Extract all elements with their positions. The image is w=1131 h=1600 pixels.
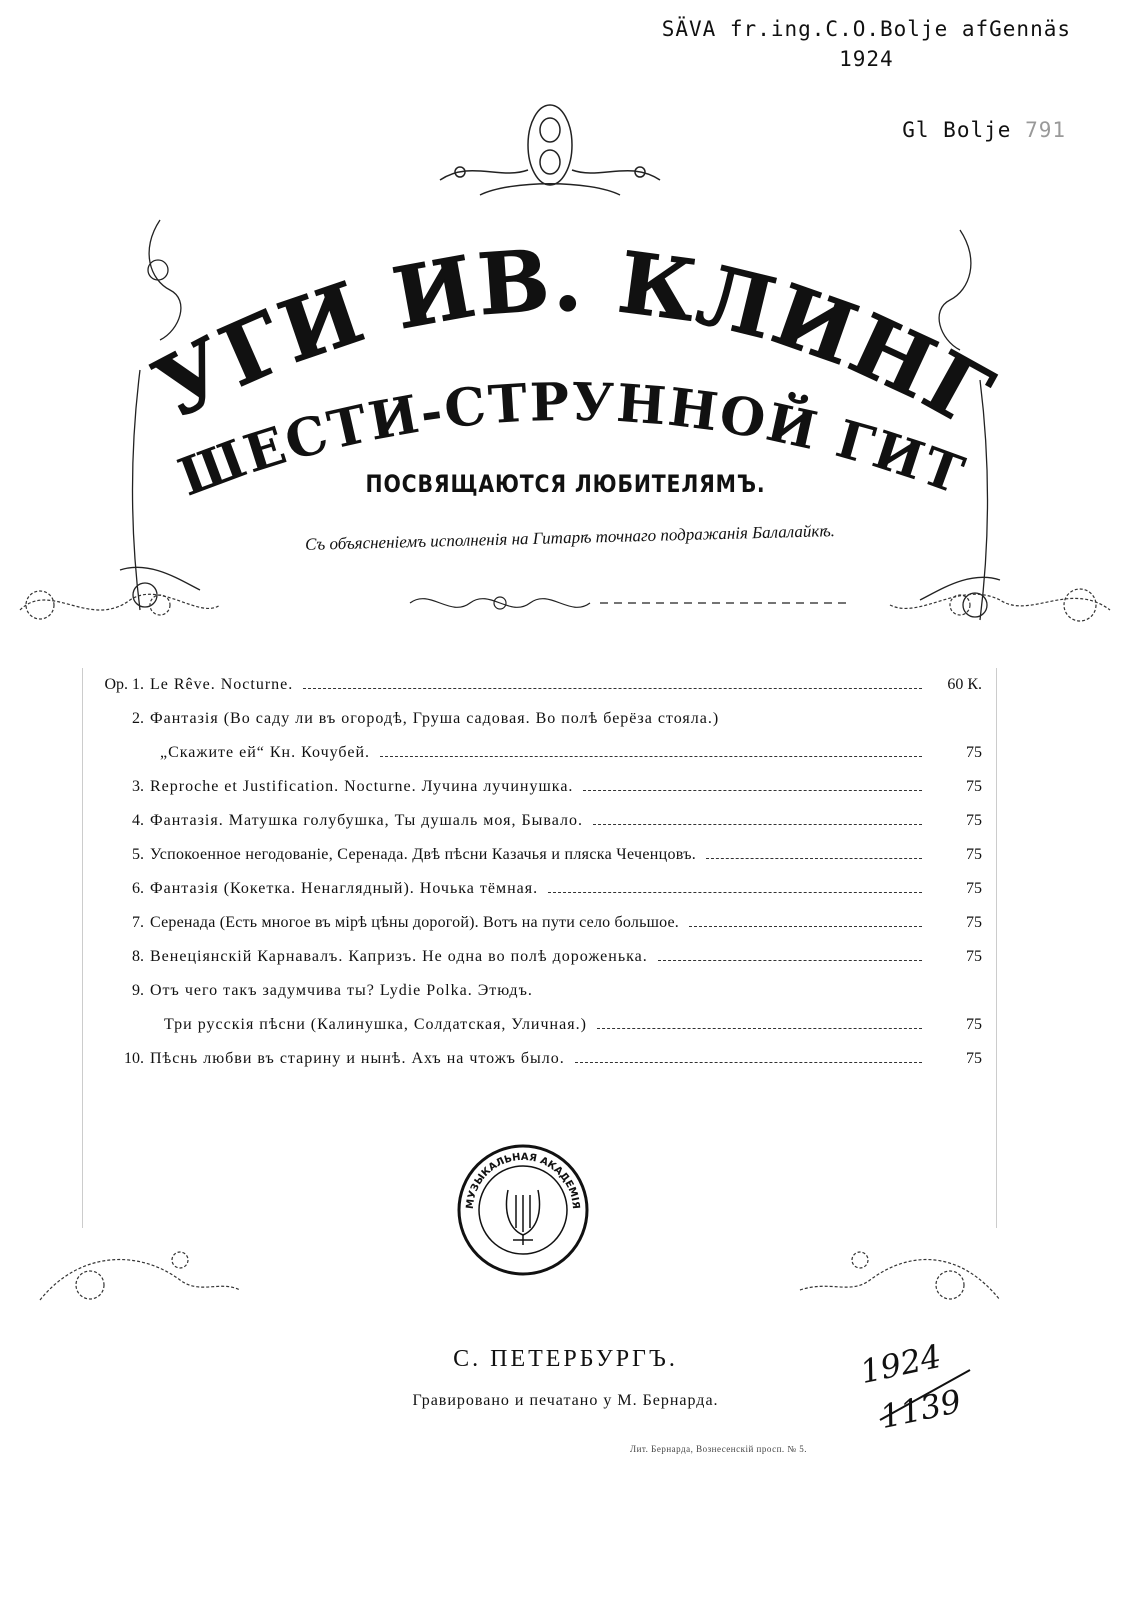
item-price: 75	[966, 846, 982, 863]
item-title: Успокоенное негодованіе, Серенада. Двѣ пѣсни Казачья и пляска Чеченцовъ.	[150, 846, 697, 863]
item-title: Reproche et Justification. Nocturne. Лучина лучинушка.	[150, 778, 574, 795]
list-item	[62, 914, 982, 948]
leader-dots	[597, 1027, 922, 1029]
list-item	[62, 846, 982, 880]
list-item	[62, 744, 982, 778]
owner-mark	[902, 118, 1066, 142]
item-price: 60 К.	[947, 676, 982, 693]
publisher-city: С. ПЕТЕРБУРГЪ.	[453, 1346, 678, 1372]
list-item	[62, 710, 982, 744]
item-number: 9.	[132, 982, 144, 999]
leader-dots	[548, 891, 922, 893]
item-title: Отъ чего такъ задумчива ты? Lydie Polka. Этюдъ.	[150, 982, 533, 999]
round-stamp	[453, 1140, 593, 1284]
leader-dots	[689, 925, 922, 927]
library-stamp-line2: 1924	[839, 47, 894, 71]
item-title: Фантазія (Во саду ли въ огородѣ, Груша садовая. Во полѣ берёза стояла.)	[150, 710, 720, 727]
item-number: 5.	[132, 846, 144, 863]
item-title: Три русскія пѣсни (Калинушка, Солдатская, Уличная.)	[164, 1016, 587, 1033]
title-instrument: ШЕСТИ-СТРУННОЙ ГИТ	[170, 371, 974, 509]
subtitle: Съ объясненіемъ исполненія на Гитарѣ точнаго подражанія Балалайкѣ.	[304, 521, 836, 554]
item-price: 75	[966, 948, 982, 965]
item-price: 75	[966, 812, 982, 829]
item-price: 75	[966, 880, 982, 897]
item-number: 7.	[132, 914, 144, 931]
round-stamp-text: МУЗЫКАЛЬНАЯ АКАДЕМІЯ	[464, 1151, 582, 1210]
list-item	[62, 676, 982, 710]
item-title: Пѣснь любви въ старину и нынѣ. Ахъ на чтожъ было.	[150, 1050, 565, 1067]
item-number: 6.	[132, 880, 144, 897]
list-item	[62, 1050, 982, 1084]
side-ornament-left	[10, 570, 230, 644]
title-main: УГИ ИВ. КЛИНГ	[139, 230, 1009, 448]
leader-dots	[593, 823, 922, 825]
publisher-engraver: Гравировано и печатано у М. Бернарда.	[412, 1392, 719, 1409]
side-ornament-right	[880, 570, 1120, 644]
toc-frame-right	[996, 668, 997, 1228]
leader-dots	[380, 755, 922, 757]
leader-dots	[303, 687, 922, 689]
list-item	[62, 948, 982, 982]
item-price: 75	[966, 778, 982, 795]
item-number: 3.	[132, 778, 144, 795]
leader-dots	[575, 1061, 922, 1063]
item-title: Венеціянскій Карнавалъ. Капризъ. Не одна во полѣ дороженька.	[150, 948, 648, 965]
item-title: Серенада (Есть многое въ мірѣ цѣны дорогой). Вотъ на пути село большое.	[150, 914, 679, 931]
leader-dots	[583, 789, 922, 791]
leader-dots	[658, 959, 922, 961]
item-price: 75	[966, 914, 982, 931]
bottom-left-ornament	[30, 1220, 250, 1324]
lithography-note: Лит. Бернарда, Вознесенскій просп. № 5.	[630, 1444, 807, 1454]
divider-ornament	[400, 588, 860, 622]
library-stamp	[662, 14, 1071, 74]
item-number: 4.	[132, 812, 144, 829]
owner-name: Gl Bolje	[902, 118, 1012, 142]
item-number: Op. 1.	[104, 676, 144, 693]
item-title: Фантазія. Матушка голубушка, Ты душаль моя, Бывало.	[150, 812, 583, 829]
list-item	[62, 812, 982, 846]
item-price: 75	[966, 1016, 982, 1033]
item-number: 10.	[124, 1050, 144, 1067]
item-title: Le Rêve. Nocturne.	[150, 676, 294, 693]
handwritten-slash	[870, 1360, 980, 1437]
item-title: „Скажите ей“ Кн. Кочубей.	[160, 744, 371, 761]
item-number: 2.	[132, 710, 144, 727]
handwritten-year: 1924	[856, 1336, 945, 1392]
handwritten-number: 1139	[876, 1381, 965, 1437]
list-item	[62, 778, 982, 812]
item-title: Фантазія (Кокетка. Ненаглядный). Ночька тёмная.	[150, 880, 539, 897]
item-price: 75	[966, 1050, 982, 1067]
item-price: 75	[966, 744, 982, 761]
list-item	[62, 1016, 982, 1050]
item-number: 8.	[132, 948, 144, 965]
title-block	[90, 170, 1040, 574]
dedication: ПОСВЯЩАЮТСЯ ЛЮБИТЕЛЯМЪ.	[365, 470, 766, 498]
library-stamp-line1: SÄVA fr.ing.C.O.Bolje afGennäs	[661, 17, 1071, 41]
owner-number: 791	[1025, 118, 1066, 142]
contents-list	[62, 676, 982, 1084]
list-item	[62, 982, 982, 1016]
lyre-icon	[506, 1190, 539, 1245]
bottom-right-ornament	[790, 1220, 1010, 1324]
leader-dots	[706, 857, 922, 859]
list-item	[62, 880, 982, 914]
